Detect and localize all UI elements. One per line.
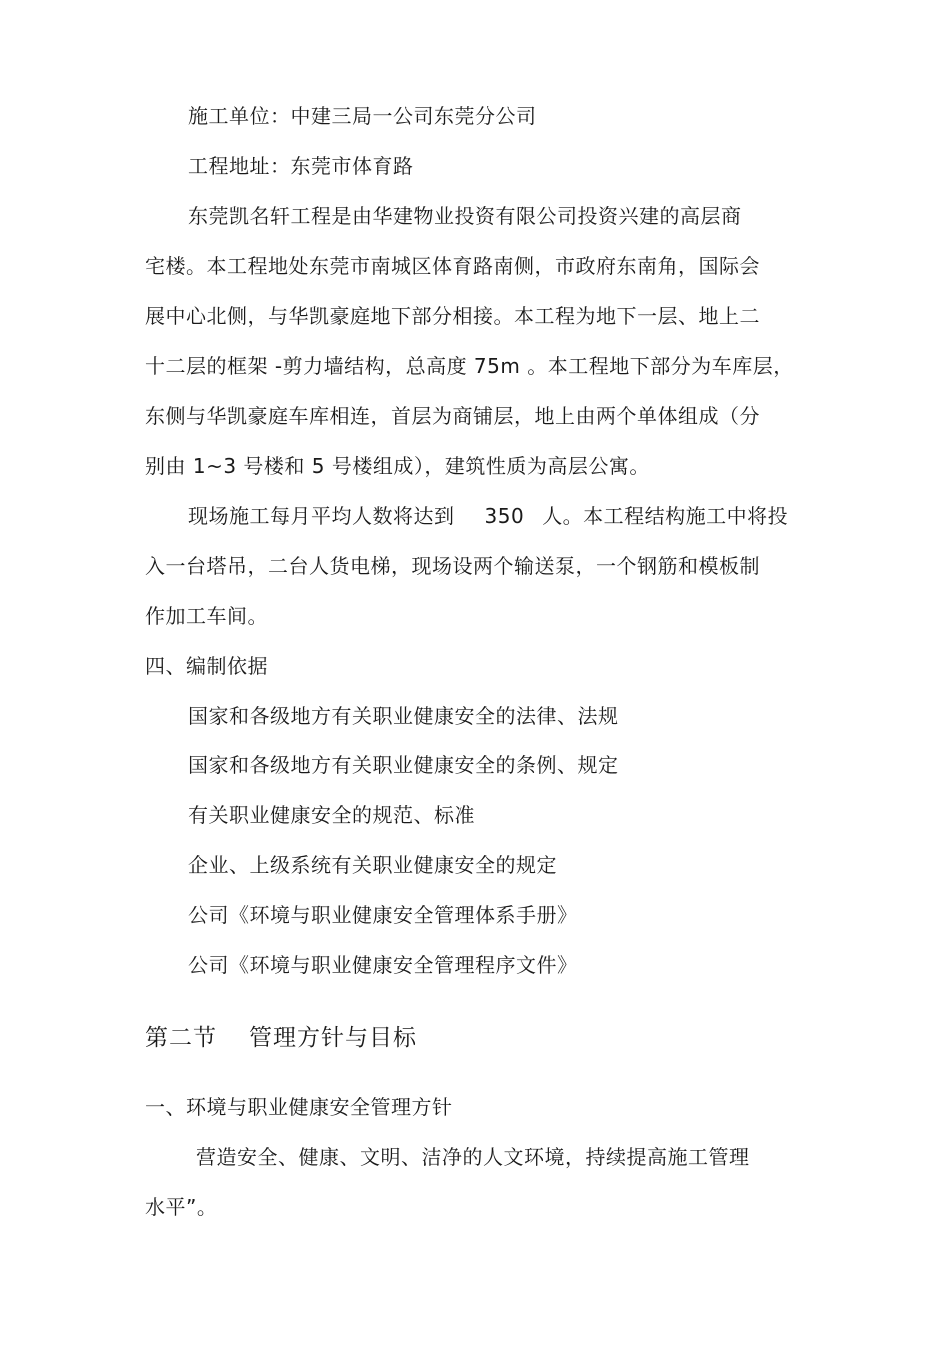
policy-line-1: 营造安全、健康、文明、洁净的人文环境，持续提高施工管理 — [196, 1145, 750, 1169]
basis-item: 企业、上级系统有关职业健康安全的规定 — [188, 853, 557, 877]
section-title: 管理方针与目标 — [249, 1025, 417, 1051]
basis-item: 公司《环境与职业健康安全管理体系手册》 — [188, 903, 578, 927]
basis-item: 国家和各级地方有关职业健康安全的条例、规定 — [188, 753, 619, 777]
overview-line-5: 东侧与华凯豪庭车库相连，首层为商铺层，地上由两个单体组成（分 — [145, 404, 760, 428]
basis-item: 国家和各级地方有关职业健康安全的法律、法规 — [188, 704, 619, 728]
basis-item: 有关职业健康安全的规范、标准 — [188, 803, 475, 827]
address-line: 工程地址：东莞市体育路 — [188, 154, 414, 178]
policy-heading: 一、环境与职业健康安全管理方针 — [145, 1095, 453, 1119]
overview-line-4: 十二层的框架 -剪力墙结构，总高度 75m 。本工程地下部分为车库层， — [145, 354, 794, 378]
section-number: 第二节 — [145, 1025, 217, 1051]
workforce-line-2: 入一台塔吊，二台人货电梯，现场设两个输送泵，一个钢筋和模板制 — [145, 554, 760, 578]
basis-item: 公司《环境与职业健康安全管理程序文件》 — [188, 953, 578, 977]
policy-line-2: 水平”。 — [145, 1195, 218, 1219]
workforce-line-3: 作加工车间。 — [145, 604, 268, 628]
workforce-line-1 — [188, 503, 788, 529]
overview-line-3: 展中心北侧，与华凯豪庭地下部分相接。本工程为地下一层、地上二 — [145, 304, 760, 328]
overview-line-2: 宅楼。本工程地处东莞市南城区体育路南侧，市政府东南角，国际会 — [145, 254, 760, 278]
overview-line-1: 东莞凯名轩工程是由华建物业投资有限公司投资兴建的高层商 — [188, 204, 742, 228]
basis-heading: 四、编制依据 — [145, 654, 268, 678]
workforce-count: 350 — [484, 504, 525, 528]
contractor-line: 施工单位：中建三局一公司东莞分公司 — [188, 104, 537, 128]
workforce-text-a: 现场施工每月平均人数将达到 — [188, 504, 455, 528]
workforce-text-b: 人。本工程结构施工中将投 — [542, 504, 789, 528]
section-heading — [145, 1023, 417, 1053]
overview-line-6: 别由 1~3 号楼和 5 号楼组成），建筑性质为高层公寓。 — [145, 454, 650, 478]
